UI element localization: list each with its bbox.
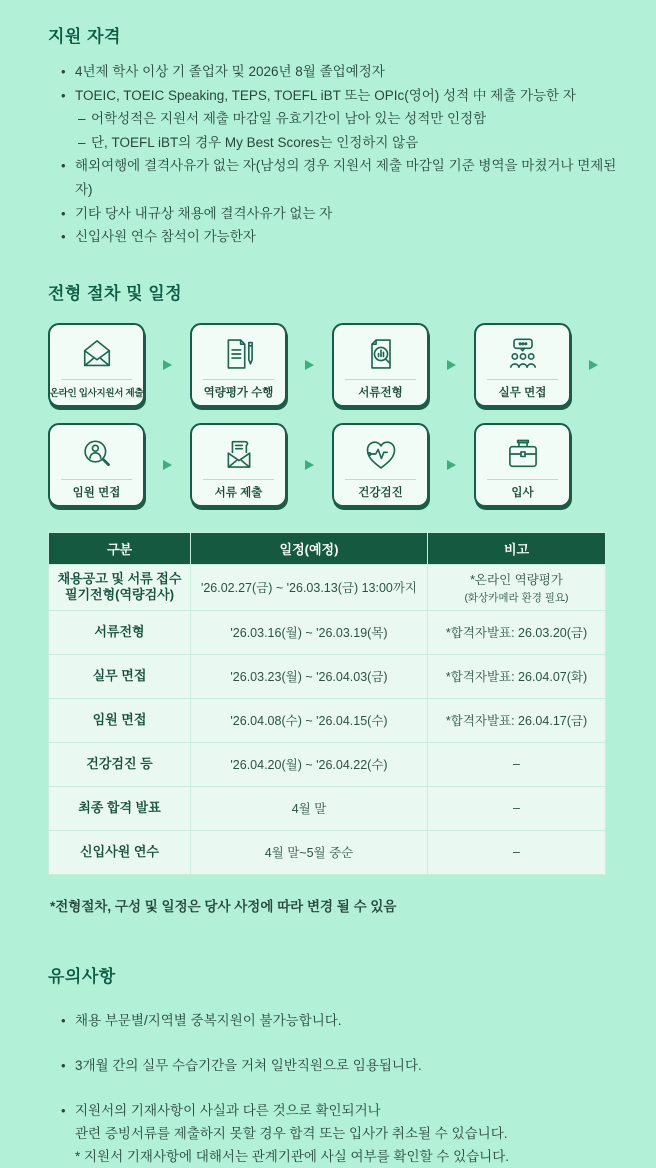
flow-arrow — [287, 360, 332, 370]
cell-line: *합격자발표: 26.04.17(금) — [445, 714, 588, 729]
bullet-icon — [61, 202, 75, 226]
cell-line: 필기전형(역량검사) — [64, 587, 175, 603]
cell-line: '26.04.20(월) ~ '26.04.22(수) — [230, 758, 388, 773]
process-step-document-submission — [190, 423, 287, 507]
table-header-note: 비고 — [428, 532, 606, 564]
cell-category — [49, 698, 191, 742]
table-row — [49, 742, 606, 786]
envelope-letter-icon — [219, 425, 259, 479]
qualification-item — [48, 84, 636, 108]
cell-note — [428, 786, 606, 830]
table-row — [49, 610, 606, 654]
table-row — [49, 698, 606, 742]
cell-category — [49, 654, 191, 698]
cell-line: – — [513, 757, 520, 772]
process-step-online-application — [48, 323, 145, 407]
cell-line: 임원 면접 — [92, 712, 147, 728]
cell-line: 채용공고 및 서류 접수 — [57, 571, 182, 587]
flow-arrow — [145, 460, 190, 470]
qualification-text: 신입사원 연수 참석이 가능한자 — [75, 229, 256, 245]
qualification-text: 해외여행에 결격사유가 없는 자(남성의 경우 지원서 제출 마감일 기준 병역을 마쳤거나 면제된 자) — [75, 158, 617, 197]
table-header-schedule: 일정(예정) — [191, 532, 428, 564]
cell-line: '26.02.27(금) ~ '26.03.13(금) 13:00까지 — [200, 581, 418, 596]
process-step-label: 서류 제출 — [214, 487, 263, 500]
cell-schedule — [191, 830, 428, 874]
cell-line: (화상카메라 환경 필요) — [464, 591, 569, 604]
qualifications-list — [48, 60, 636, 249]
cell-note — [428, 742, 606, 786]
cell-category — [49, 564, 191, 610]
flow-arrow — [145, 360, 190, 370]
document-pen-icon — [219, 325, 259, 379]
cell-schedule — [191, 742, 428, 786]
process-step-document-screening — [332, 323, 429, 407]
notes-title: 유의사항 — [48, 966, 116, 986]
schedule-footnote: *전형절차, 구성 및 일정은 당사 사정에 따라 변경 될 수 있음 — [50, 898, 397, 914]
qualification-text: 어학성적은 지원서 제출 마감일 유효기간이 남아 있는 성적만 인정함 — [91, 111, 487, 127]
bullet-icon — [61, 84, 75, 108]
cell-note — [428, 654, 606, 698]
note-item — [48, 1099, 636, 1168]
flow-arrow — [429, 360, 474, 370]
cell-schedule — [191, 786, 428, 830]
process-step-health-check — [332, 423, 429, 507]
process-step-label: 실무 면접 — [498, 387, 547, 400]
cell-category — [49, 786, 191, 830]
cell-line: 실무 면접 — [92, 668, 147, 684]
process-flow-row-1 — [48, 323, 636, 407]
note-line: 지원서의 기재사항이 사실과 다른 것으로 확인되거나 — [75, 1102, 381, 1118]
qualifications-title: 지원 자격 — [48, 27, 121, 46]
qualification-item — [48, 60, 636, 84]
cell-line: 신입사원 연수 — [80, 844, 159, 860]
document-magnifier-icon — [361, 325, 401, 379]
cell-line: 건강검진 등 — [86, 756, 153, 772]
cell-note — [428, 610, 606, 654]
qualification-subitem — [48, 131, 636, 155]
table-header-category: 구분 — [49, 532, 191, 564]
cell-note — [428, 698, 606, 742]
cell-line: *합격자발표: 26.03.20(금) — [445, 626, 588, 641]
note-line: * 지원서 기재사항에 대해서는 관계기관에 사실 여부를 확인할 수 있습니다. — [75, 1148, 509, 1164]
flow-arrow — [571, 360, 616, 370]
cell-line: *온라인 역량평가 — [470, 572, 563, 587]
dash-icon — [78, 107, 91, 131]
bullet-icon — [61, 60, 75, 84]
cell-note — [428, 564, 606, 610]
arrow-right-icon — [305, 360, 314, 370]
person-magnifier-icon — [77, 425, 117, 479]
heart-pulse-icon — [361, 425, 401, 479]
qualification-text: 단, TOEFL iBT의 경우 My Best Scores는 인정하지 않음 — [91, 134, 419, 150]
table-row — [49, 786, 606, 830]
qualification-item — [48, 202, 636, 226]
table-row — [49, 654, 606, 698]
cell-schedule — [191, 698, 428, 742]
process-step-executive-interview — [48, 423, 145, 507]
arrow-right-icon — [447, 460, 456, 470]
qualification-item — [48, 154, 636, 201]
process-step-practical-interview — [474, 323, 571, 407]
cell-line: 서류전형 — [94, 624, 145, 640]
process-step-label: 임원 면접 — [72, 487, 121, 500]
cell-category — [49, 610, 191, 654]
schedule-table — [48, 532, 606, 875]
arrow-right-icon — [589, 360, 598, 370]
process-step-label: 온라인 입사지원서 제출 — [49, 388, 144, 400]
arrow-right-icon — [163, 460, 172, 470]
group-speech-bubble-icon — [502, 325, 544, 379]
process-step-competency-test — [190, 323, 287, 407]
bullet-icon — [61, 1009, 75, 1032]
table-row — [49, 564, 606, 610]
note-text — [75, 1099, 509, 1168]
process-step-label: 건강검진 — [358, 487, 403, 500]
qualification-item — [48, 225, 636, 249]
arrow-right-icon — [305, 460, 314, 470]
process-title: 전형 절차 및 일정 — [48, 283, 183, 303]
arrow-right-icon — [447, 360, 456, 370]
arrow-right-icon — [163, 360, 172, 370]
qualification-text: 4년제 학사 이상 기 졸업자 및 2026년 8월 졸업예정자 — [75, 64, 385, 79]
cell-line: – — [513, 801, 520, 816]
table-row — [49, 830, 606, 874]
cell-line: 4월 말 — [291, 802, 327, 817]
table-header-row — [49, 532, 606, 564]
open-envelope-icon — [77, 325, 117, 379]
briefcase-icon — [503, 425, 543, 479]
qualification-text: TOEIC, TOEIC Speaking, TEPS, TOEFL iBT 또는 OPIc(영어) 성적 中 제출 가능한 자 — [75, 87, 576, 103]
bullet-icon — [61, 1099, 75, 1122]
note-line: 채용 부문별/지역별 중복지원이 불가능합니다. — [75, 1012, 342, 1028]
process-step-joining — [474, 423, 571, 507]
process-step-label: 역량평가 수행 — [203, 387, 274, 400]
cell-line: '26.03.16(월) ~ '26.03.19(목) — [230, 626, 388, 641]
cell-line: '26.03.23(월) ~ '26.04.03(금) — [230, 670, 388, 685]
process-flow-row-2 — [48, 423, 636, 507]
bullet-icon — [61, 154, 75, 178]
dash-icon — [78, 131, 91, 155]
note-text — [75, 1054, 422, 1077]
bullet-icon — [61, 1054, 75, 1077]
flow-arrow — [429, 460, 474, 470]
qualification-subitem — [48, 107, 636, 131]
cell-line: – — [513, 845, 520, 860]
note-line: 관련 증빙서류를 제출하지 못할 경우 합격 또는 입사가 취소될 수 있습니다. — [75, 1125, 508, 1141]
cell-line: '26.04.08(수) ~ '26.04.15(수) — [230, 714, 388, 729]
bullet-icon — [61, 225, 75, 249]
note-text — [75, 1009, 342, 1032]
note-item — [48, 1009, 636, 1032]
note-item — [48, 1054, 636, 1077]
cell-note — [428, 830, 606, 874]
cell-category — [49, 742, 191, 786]
qualification-text: 기타 당사 내규상 채용에 결격사유가 없는 자 — [75, 205, 333, 221]
flow-arrow — [287, 460, 332, 470]
process-step-label: 서류전형 — [358, 387, 403, 400]
cell-line: 최종 합격 발표 — [78, 800, 161, 816]
cell-schedule — [191, 654, 428, 698]
cell-schedule — [191, 610, 428, 654]
note-line: 3개월 간의 실무 수습기간을 거쳐 일반직원으로 임용됩니다. — [75, 1057, 422, 1073]
cell-schedule — [191, 564, 428, 610]
notes-list — [48, 1009, 636, 1168]
cell-line: *합격자발표: 26.04.07(화) — [445, 670, 588, 685]
process-step-label: 입사 — [511, 487, 534, 500]
cell-line: 4월 말~5월 중순 — [264, 846, 354, 861]
cell-category — [49, 830, 191, 874]
